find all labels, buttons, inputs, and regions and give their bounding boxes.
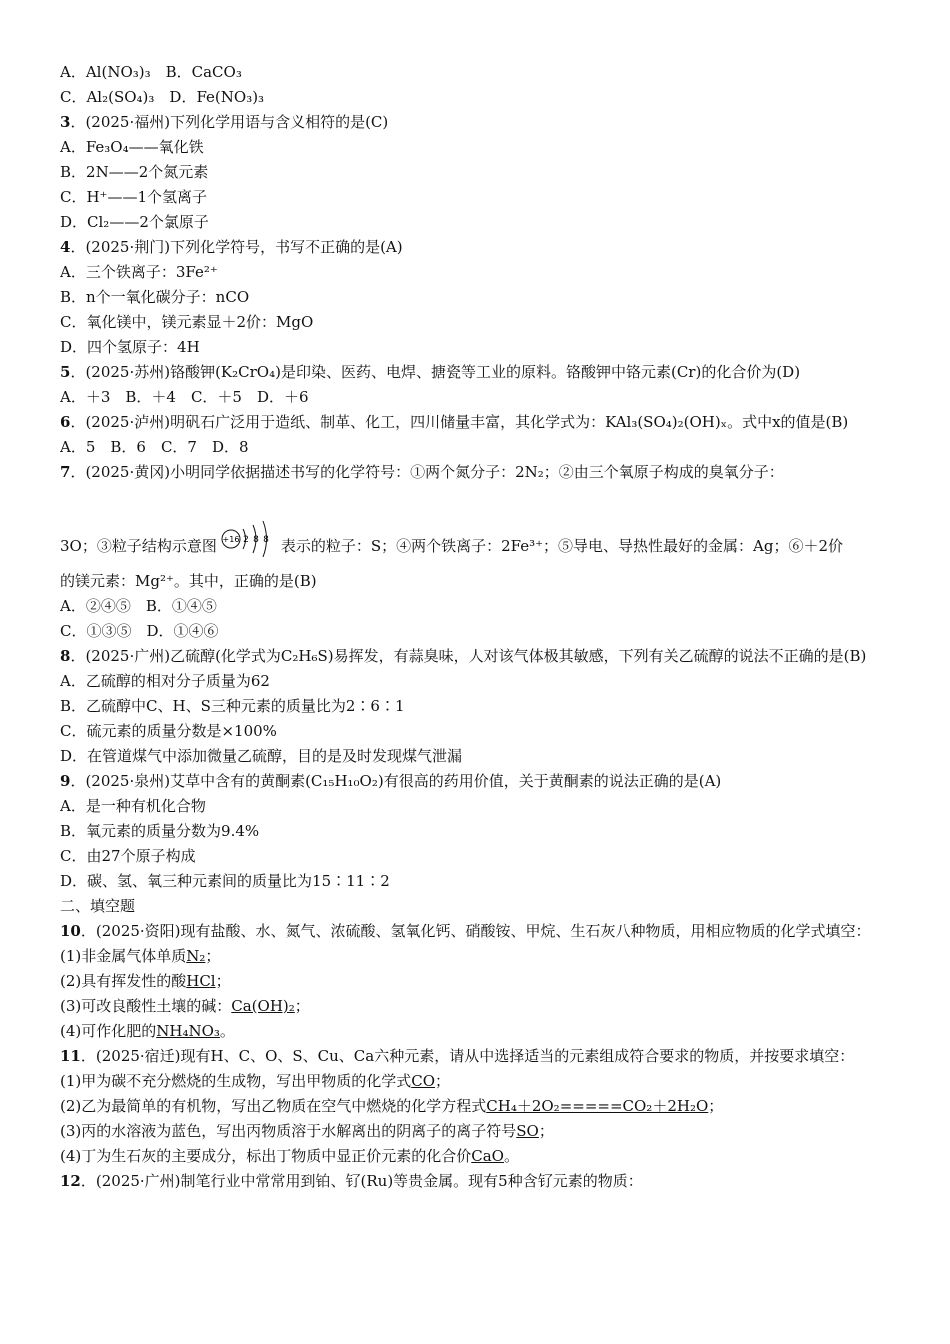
fill-answer: N₂	[186, 947, 206, 965]
option-line: A．Al(NO₃)₃ B．CaCO₃	[60, 63, 242, 81]
option-line: C．Al₂(SO₄)₃ D．Fe(NO₃)₃	[60, 88, 265, 106]
question-number: 7	[60, 463, 71, 481]
fill-line	[60, 1069, 890, 1094]
option-line: A．②④⑤ B．①④⑤	[60, 597, 217, 615]
atom-shell-label: 8	[252, 535, 259, 545]
question-text: ．(2025·广州)乙硫醇(化学式为C₂H₆S)易挥发，有蒜臭味，人对该气体极其敏感，下列有关乙硫醇的说法不正确的是(B)	[70, 647, 867, 665]
fill-punct: 。	[503, 1147, 519, 1165]
option-line: D．Cl₂——2个氯原子	[60, 213, 209, 231]
fill-punct: ；	[205, 947, 221, 965]
fill-prompt: (1)非金属气体单质	[60, 947, 187, 965]
question-text: ．(2025·资阳)现有盐酸、水、氮气、浓硫酸、氢氧化钙、硝酸铵、甲烷、生石灰八种物质，用相应物质的化学式填空：	[80, 922, 871, 940]
option-line: D．碳、氢、氧三种元素间的质量比为15∶11∶2	[60, 872, 390, 890]
option-line: A．＋3 B．＋4 C．＋5 D．＋6	[60, 388, 309, 406]
fill-line	[60, 1119, 890, 1144]
fill-prompt: (1)甲为碳不充分燃烧的生成物，写出甲物质的化学式	[60, 1072, 412, 1090]
fill-answer: NH₄NO₃	[156, 1022, 220, 1040]
fill-punct: ；	[708, 1097, 724, 1115]
question-9	[60, 769, 890, 794]
question-number: 5	[60, 363, 71, 381]
option-line: C．①③⑤ D．①④⑥	[60, 622, 219, 640]
option-line: A．三个铁离子：3Fe²⁺	[60, 263, 218, 281]
question-number: 3	[60, 113, 71, 131]
fill-prompt: (2)乙为最简单的有机物，写出乙物质在空气中燃烧的化学方程式	[60, 1097, 487, 1115]
question-8	[60, 644, 890, 669]
question-10	[60, 919, 890, 944]
section-heading: 二、填空题	[60, 897, 136, 915]
question-text: ．(2025·泸州)明矾石广泛用于造纸、制革、化工，四川储量丰富，其化学式为：KAl₃(SO₄)₂(OH)ₓ。式中x的值是(B)	[70, 413, 849, 431]
atom-structure-diagram	[221, 509, 279, 559]
question-number: 8	[60, 647, 71, 665]
fill-answer: CO	[411, 1072, 436, 1090]
option-line: B．乙硫醇中C、H、S三种元素的质量比为2∶6∶1	[60, 697, 405, 715]
question-4	[60, 235, 890, 260]
fill-line	[60, 1094, 890, 1119]
atom-nucleus-label: +16	[222, 535, 240, 544]
fill-punct: ；	[538, 1122, 554, 1140]
option-line: B．n个一氧化碳分子：nCO	[60, 288, 250, 306]
question-6	[60, 410, 890, 435]
fill-line	[60, 994, 890, 1019]
question-number: 9	[60, 772, 71, 790]
fill-prompt: (3)可改良酸性土壤的碱：	[60, 997, 232, 1015]
option-line: D．四个氢原子：4H	[60, 338, 200, 356]
question-number: 12	[60, 1172, 81, 1190]
question-text: ．(2025·广州)制笔行业中常常用到铂、钌(Ru)等贵金属。现有5种含钌元素的物质：	[80, 1172, 643, 1190]
fill-line	[60, 1144, 890, 1169]
option-line: A．乙硫醇的相对分子质量为62	[60, 672, 270, 690]
question-12	[60, 1169, 890, 1194]
fill-prompt: (4)可作化肥的	[60, 1022, 157, 1040]
fill-answer: Ca(OH)₂	[231, 997, 295, 1015]
fill-answer: SO	[516, 1122, 539, 1140]
option-line: B．氧元素的质量分数为9.4%	[60, 822, 260, 840]
fill-line	[60, 944, 890, 969]
atom-shell-label: 2	[242, 535, 249, 545]
question-number: 6	[60, 413, 71, 431]
option-line: A．Fe₃O₄——氧化铁	[60, 138, 204, 156]
option-line: C．H⁺——1个氢离子	[60, 188, 208, 206]
option-line: A．是一种有机化合物	[60, 797, 206, 815]
question-11	[60, 1044, 890, 1069]
question-7-diagram-line	[60, 485, 890, 559]
question-text: ．(2025·荆门)下列化学符号，书写不正确的是(A)	[70, 238, 403, 256]
fill-punct: ；	[294, 997, 310, 1015]
fill-answer: CH₄＋2O₂=====CO₂＋2H₂O	[486, 1097, 709, 1115]
option-line: D．在管道煤气中添加微量乙硫醇，目的是及时发现煤气泄漏	[60, 747, 463, 765]
option-line: C．硫元素的质量分数是×100%	[60, 722, 277, 740]
question-text: ．(2025·苏州)铬酸钾(K₂CrO₄)是印染、医药、电焊、搪瓷等工业的原料。铬酸钾中铬元素(Cr)的化合价为(D)	[70, 363, 801, 381]
fill-prompt: (2)具有挥发性的酸	[60, 972, 187, 990]
question-number: 10	[60, 922, 81, 940]
question-text: ．(2025·福州)下列化学用语与含义相符的是(C)	[70, 113, 389, 131]
question-number: 11	[60, 1047, 81, 1065]
fill-answer: CaO	[471, 1147, 504, 1165]
fill-prompt: (3)丙的水溶液为蓝色，写出丙物质溶于水解离出的阴离子的离子符号	[60, 1122, 517, 1140]
option-line: A．5 B．6 C．7 D．8	[60, 438, 249, 456]
fill-answer: HCl	[186, 972, 216, 990]
option-line: C．氧化镁中，镁元素显＋2价：MgO	[60, 313, 314, 331]
atom-shell-label: 8	[262, 535, 269, 545]
question-text: ．(2025·泉州)艾草中含有的黄酮素(C₁₅H₁₀O₂)有很高的药用价值，关于黄酮素的说法正确的是(A)	[70, 772, 722, 790]
question-text: 3O；③粒子结构示意图	[60, 537, 217, 555]
question-text: ．(2025·宿迁)现有H、C、O、S、Cu、Ca六种元素，请从中选择适当的元素组成符合要求的物质，并按要求填空：	[80, 1047, 855, 1065]
question-text: 表示的粒子：S；④两个铁离子：2Fe³⁺；⑤导电、导热性最好的金属：Ag；⑥＋2价	[280, 537, 844, 555]
question-text: ．(2025·黄冈)小明同学依据描述书写的化学符号：①两个氮分子：2N₂；②由三个氧原子构成的臭氧分子：	[70, 463, 784, 481]
fill-punct: 。	[219, 1022, 235, 1040]
fill-prompt: (4)丁为生石灰的主要成分，标出丁物质中显正价元素的化合价	[60, 1147, 472, 1165]
option-line: B．2N——2个氮元素	[60, 163, 209, 181]
question-3	[60, 110, 890, 135]
fill-line	[60, 1019, 890, 1044]
question-5	[60, 360, 890, 385]
fill-punct: ；	[215, 972, 231, 990]
question-number: 4	[60, 238, 71, 256]
question-text: 的镁元素：Mg²⁺。其中，正确的是(B)	[60, 572, 317, 590]
option-line: C．由27个原子构成	[60, 847, 196, 865]
fill-punct: ；	[435, 1072, 451, 1090]
question-7	[60, 460, 890, 485]
fill-line	[60, 969, 890, 994]
